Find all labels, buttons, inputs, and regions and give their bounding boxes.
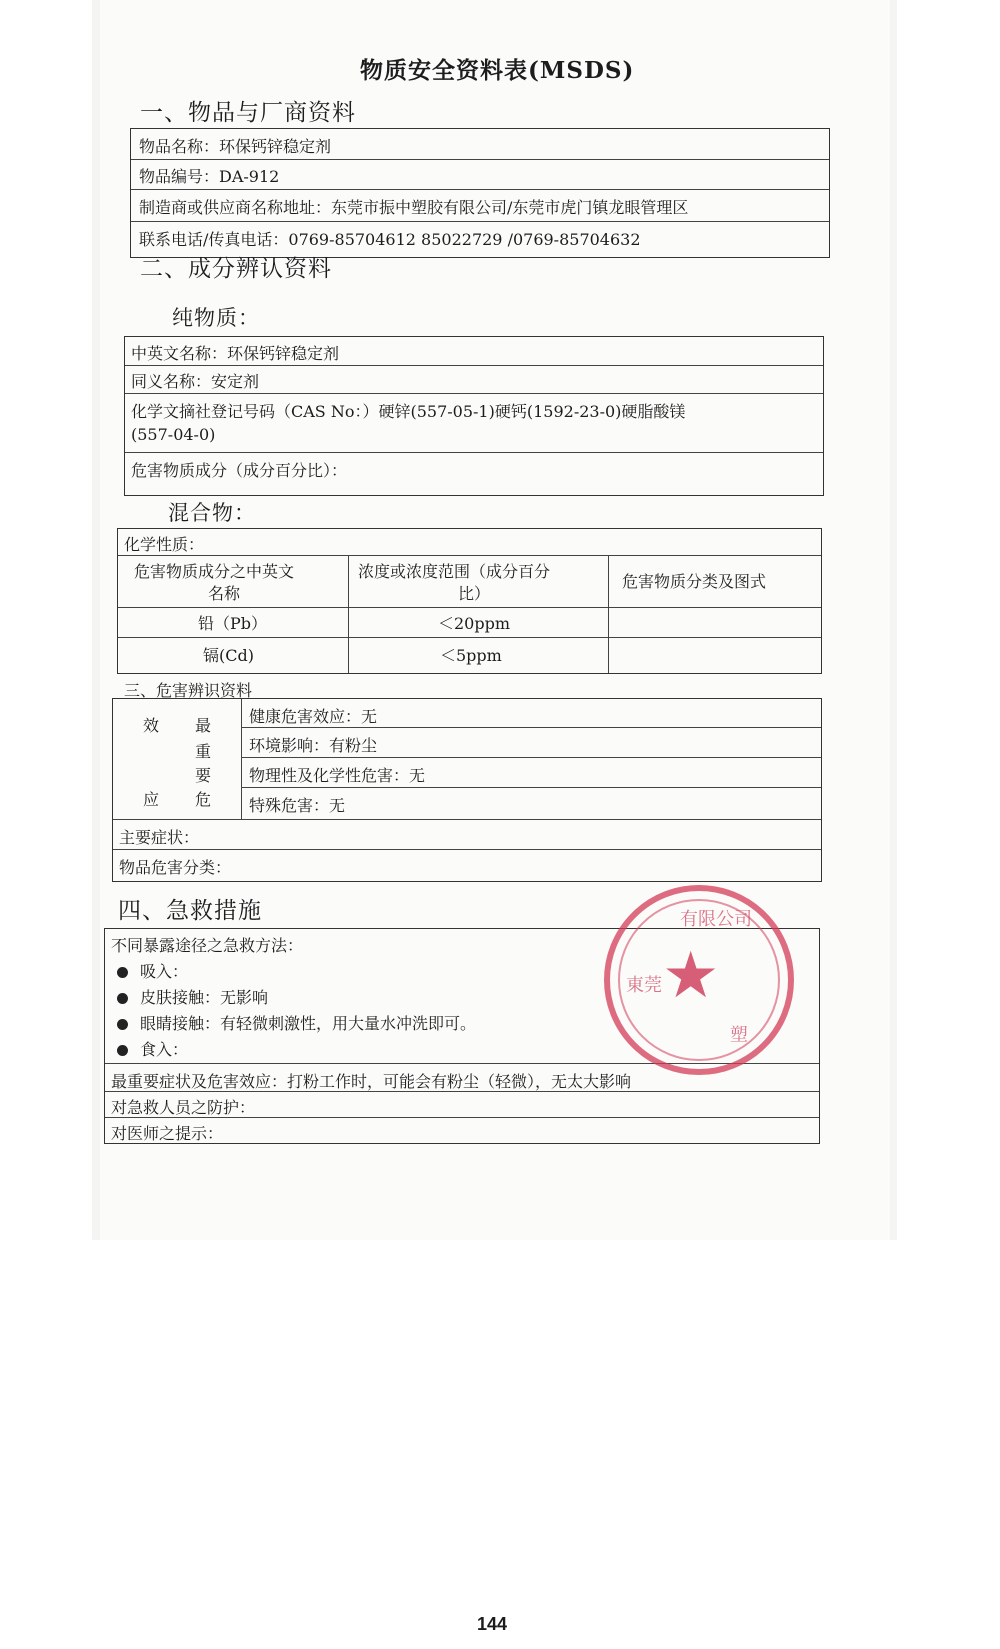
- company-seal-stamp: ★ 有限公司 東莞 塑: [604, 885, 794, 1075]
- mixture-heading: 混合物：: [168, 501, 256, 525]
- pure-substance-table: [124, 336, 824, 496]
- first-aid-methods-label: 不同暴露途径之急救方法：: [111, 936, 304, 955]
- cas-number-row: 化学文摘社登记号码（CAS No：）硬锌(557-05-1)硬钙(1592-23-0)硬脂酸镁: [131, 402, 686, 421]
- symptoms-effects-row: 最重要症状及危害效应：打粉工作时，可能会有粉尘（轻微），无太大影响: [111, 1072, 632, 1091]
- product-code-row: 物品编号：DA-912: [139, 167, 280, 186]
- side-label-char-3: 重: [195, 742, 212, 761]
- physician-note-row: 对医师之提示：: [111, 1124, 224, 1143]
- health-hazard-row: 健康危害效应：无: [249, 707, 378, 726]
- contact-row: 联系电话/传真电话：0769-85704612 85022729 /0769-85704632: [139, 230, 641, 249]
- ingestion-item: 食入：: [117, 1037, 188, 1060]
- lead-name-cell: 铅（Pb）: [198, 614, 268, 633]
- cadmium-name-cell: 镉(Cd): [203, 646, 254, 665]
- synonym-row: 同义名称：安定剂: [131, 372, 260, 391]
- main-symptoms-row: 主要症状：: [119, 828, 200, 847]
- chinese-english-name-row: 中英文名称：环保钙锌稳定剂: [131, 344, 340, 363]
- header-component-name-line2: 名称: [208, 584, 241, 603]
- header-component-name: 危害物质成分之中英文: [134, 562, 295, 581]
- product-name-row: 物品名称：环保钙锌稳定剂: [139, 137, 332, 156]
- bullet-icon: [117, 993, 128, 1004]
- pure-substance-heading: 纯物质：: [172, 306, 260, 330]
- side-label-char-1: 效: [143, 716, 160, 735]
- header-concentration: 浓度或浓度范围（成分百分: [358, 562, 551, 581]
- inhalation-item: 吸入：: [117, 959, 188, 982]
- document-title: 物质安全资料表(MSDS): [360, 57, 635, 84]
- header-hazard-classification: 危害物质分类及图式: [622, 572, 767, 591]
- section-1-heading: 一、物品与厂商资料: [140, 100, 356, 126]
- hazard-classification-row: 物品危害分类：: [119, 858, 232, 877]
- lead-concentration-cell: ＜20ppm: [438, 614, 511, 633]
- manufacturer-row: 制造商或供应商名称地址：东莞市振中塑胶有限公司/东莞市虎门镇龙眼管理区: [139, 198, 689, 217]
- cas-number-row-continued: (557-04-0): [131, 425, 216, 444]
- bullet-icon: [117, 1019, 128, 1030]
- environmental-impact-row: 环境影响：有粉尘: [249, 736, 378, 755]
- hazard-identification-table: [112, 698, 822, 882]
- special-hazard-row: 特殊危害：无: [249, 796, 346, 815]
- skin-contact-item: 皮肤接触：无影响: [117, 985, 268, 1008]
- rescuer-protection-row: 对急救人员之防护：: [111, 1098, 256, 1117]
- side-label-char-6: 危: [195, 790, 212, 809]
- side-label-char-2: 最: [195, 716, 212, 735]
- section-4-heading: 四、急救措施: [118, 898, 262, 924]
- header-concentration-line2: 比）: [458, 584, 491, 603]
- bullet-icon: [117, 967, 128, 978]
- product-info-table: [130, 128, 830, 258]
- mixture-table: [117, 528, 822, 674]
- bullet-icon: [117, 1045, 128, 1056]
- cadmium-concentration-cell: ＜5ppm: [440, 646, 502, 665]
- eye-contact-item: 眼睛接触：有轻微刺激性，用大量水冲洗即可。: [117, 1011, 476, 1034]
- physical-chemical-hazard-row: 物理性及化学性危害：无: [249, 766, 426, 785]
- section-2-heading: 二、成分辨认资料: [140, 256, 332, 282]
- section-3-heading: 三、危害辨识资料: [124, 681, 253, 700]
- hazardous-component-row: 危害物质成分（成分百分比）：: [131, 461, 348, 480]
- page-number: 144: [477, 1614, 508, 1634]
- side-label-char-5: 应: [143, 790, 160, 809]
- chemical-properties-label: 化学性质：: [124, 535, 205, 554]
- side-label-char-4: 要: [195, 766, 212, 785]
